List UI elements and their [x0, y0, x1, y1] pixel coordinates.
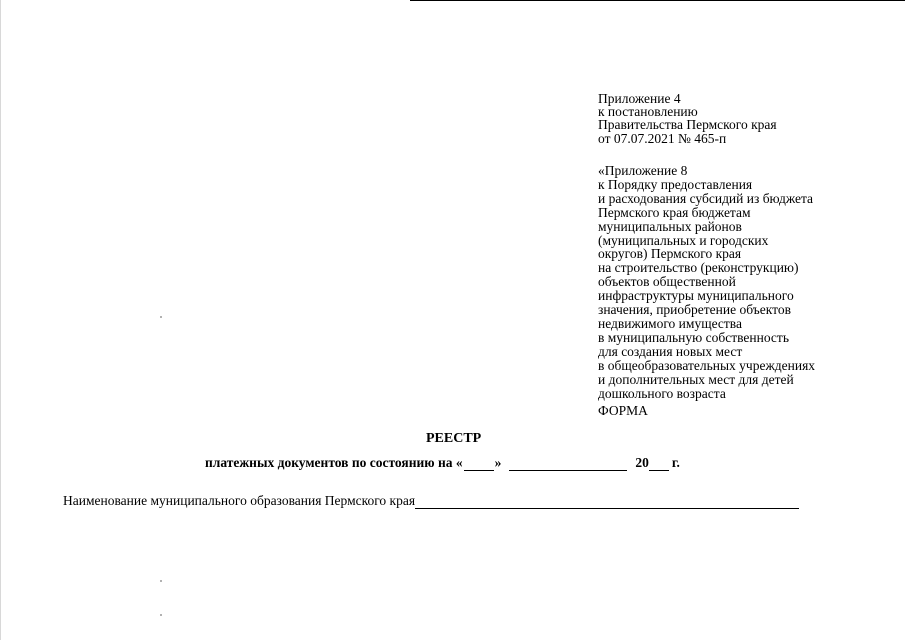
annex-block [598, 164, 815, 400]
annex-line: округов) Пермского края [598, 246, 742, 262]
scan-speck [160, 614, 162, 616]
top-border-line [410, 0, 905, 1]
annex-line: к Порядку предоставления [598, 176, 753, 192]
annex-line: для создания новых мест [598, 343, 743, 359]
year-prefix: 20 [635, 455, 649, 470]
appendix-header [598, 92, 777, 145]
annex-line: недвижимого имущества [598, 315, 742, 331]
annex-line: в общеобразовательных учреждениях [598, 357, 816, 373]
scan-speck [160, 580, 162, 582]
scan-speck [160, 316, 162, 318]
annex-line: и дополнительных мест для детей [598, 371, 794, 387]
annex-line: (муниципальных и городских [598, 232, 769, 248]
year-blank-field[interactable] [649, 458, 669, 471]
annex-line: муниципальных районов [598, 218, 742, 234]
day-blank-field[interactable] [464, 458, 494, 471]
annex-line: дошкольного возраста [598, 385, 726, 401]
annex-line: объектов общественной [598, 274, 736, 290]
subtitle-quote-close: » [494, 455, 502, 470]
municipality-blank-field[interactable] [415, 495, 799, 509]
municipality-label: Наименование муниципального образования Пермского края [63, 493, 416, 508]
subtitle-prefix: платежных документов по состоянию на « [205, 455, 463, 470]
annex-line: значения, приобретение объектов [598, 302, 791, 318]
year-suffix: г. [671, 455, 680, 470]
month-blank-field[interactable] [509, 458, 627, 471]
annex-line: инфраструктуры муниципального [598, 288, 794, 304]
appendix-header-line: Приложение 4 [598, 91, 681, 106]
appendix-header-line: от 07.07.2021 № 465-п [598, 130, 727, 146]
annex-line: и расходования субсидий из бюджета [598, 190, 814, 206]
annex-line: «Приложение 8 [598, 163, 688, 178]
annex-line: на строительство (реконструкцию) [598, 260, 799, 276]
annex-line: в муниципальную собственность [598, 329, 789, 345]
form-label: ФОРМА [598, 403, 648, 418]
appendix-header-line: к постановлению [598, 104, 698, 120]
registry-subtitle [205, 455, 680, 471]
appendix-header-line: Правительства Пермского края [598, 117, 777, 133]
municipality-row [63, 493, 799, 509]
annex-line: Пермского края бюджетам [598, 204, 751, 220]
page-left-edge [0, 0, 1, 640]
registry-title: РЕЕСТР [426, 431, 482, 446]
